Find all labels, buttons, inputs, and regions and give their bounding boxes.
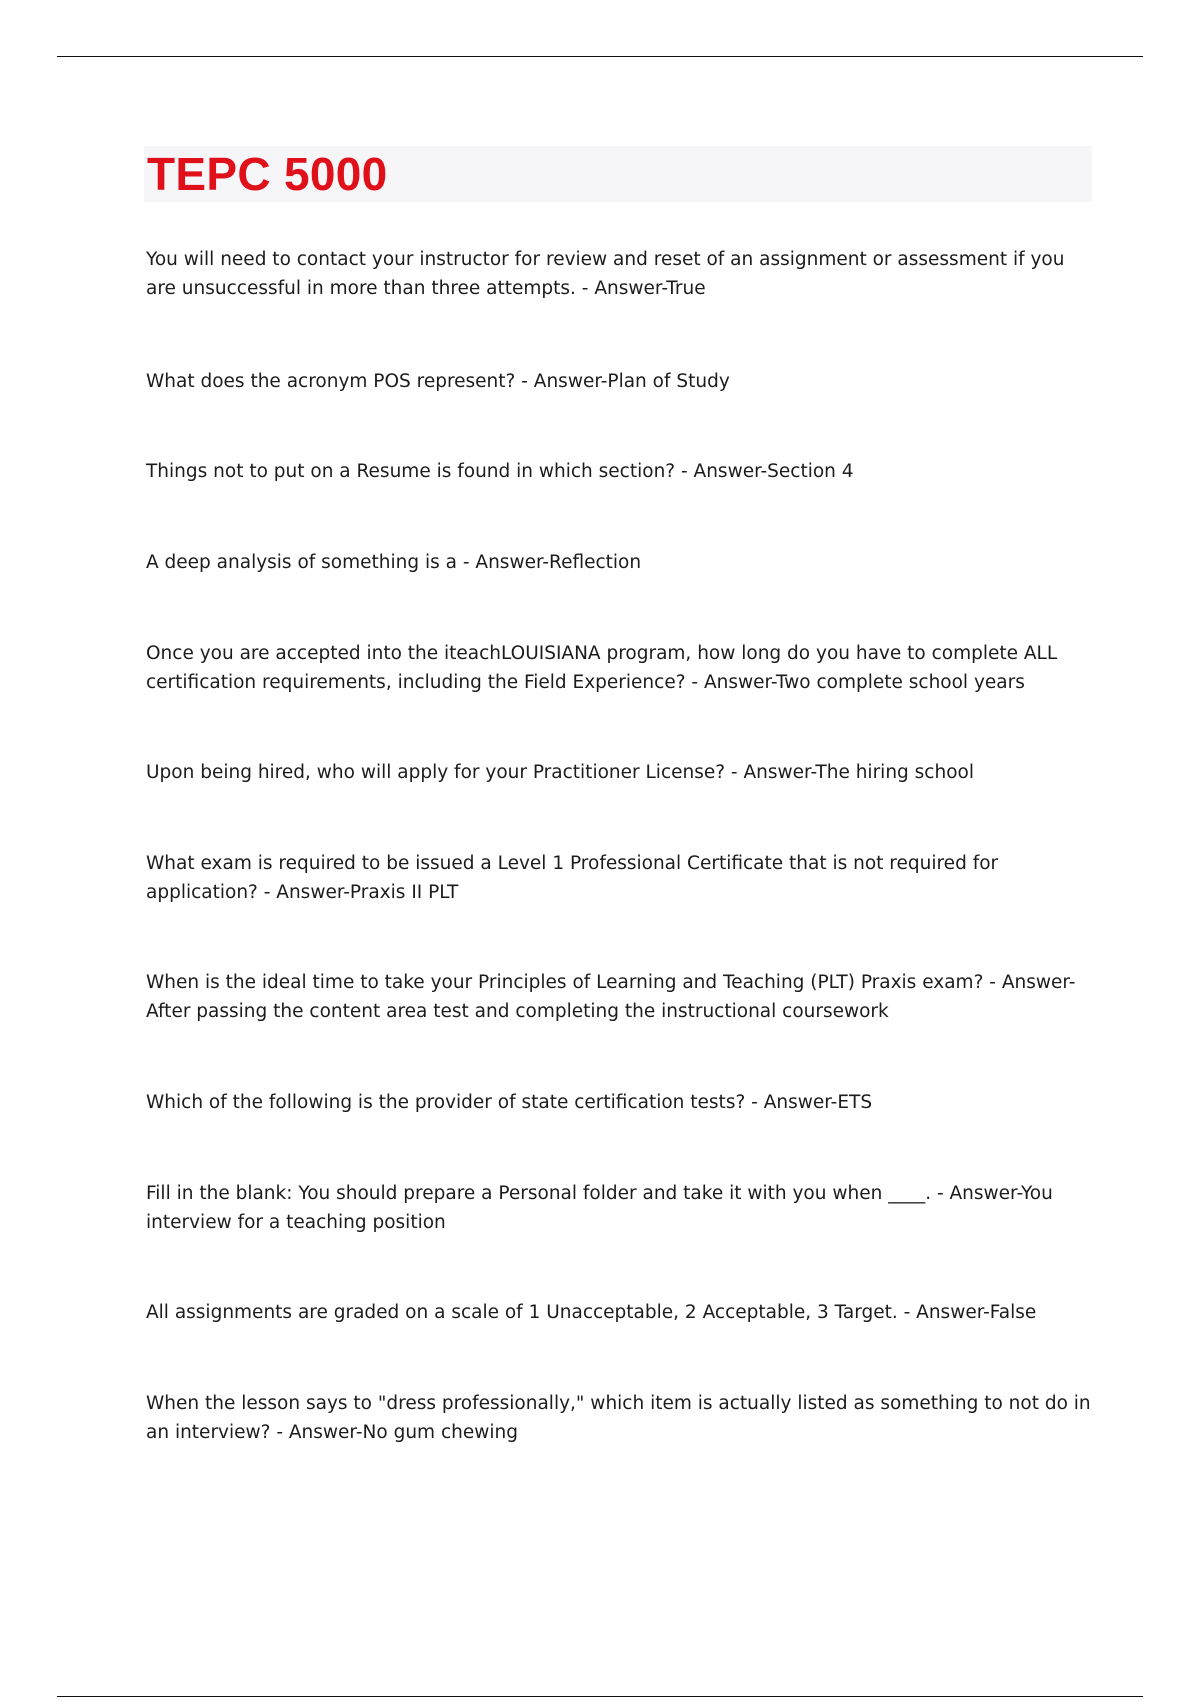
qa-item-7: What exam is required to be issued a Level 1 Professional Certificate that is not required for application? - Answer-Praxis II PLT xyxy=(146,853,999,903)
qa-item-6: Upon being hired, who will apply for your Practitioner License? - Answer-The hiring school xyxy=(146,762,974,783)
qa-item-2: What does the acronym POS represent? - Answer-Plan of Study xyxy=(146,371,730,392)
qa-item-3: Things not to put on a Resume is found in which section? - Answer-Section 4 xyxy=(146,461,854,482)
qa-item-4: A deep analysis of something is a - Answer-Reflection xyxy=(146,552,642,573)
qa-item-1: You will need to contact your instructor for review and reset of an assignment or assessment if you are unsuccessful in more than three attempts. - Answer-True xyxy=(146,249,1065,299)
qa-item-5: Once you are accepted into the iteachLOUISIANA program, how long do you have to complete ALL certification requirements, including the Field Experience? - Answer-Two complete school years xyxy=(146,643,1058,693)
qa-item-12: When the lesson says to "dress professionally," which item is actually listed as something to not do in an interview? - Answer-No gum chewing xyxy=(146,1393,1091,1443)
qa-item-9: Which of the following is the provider of state certification tests? - Answer-ETS xyxy=(146,1092,873,1113)
top-rule xyxy=(57,56,1143,57)
qa-item-11: All assignments are graded on a scale of 1 Unacceptable, 2 Acceptable, 3 Target. - Answer-False xyxy=(146,1302,1037,1323)
bottom-rule xyxy=(57,1696,1143,1697)
title-band xyxy=(144,146,1092,202)
qa-item-10: Fill in the blank: You should prepare a Personal folder and take it with you when ____. - Answer-You interview for a teaching position xyxy=(146,1183,1053,1233)
page-title: TEPC 5000 xyxy=(147,148,388,200)
qa-item-8: When is the ideal time to take your Principles of Learning and Teaching (PLT) Praxis exam? - Answer-After passing the content area test and completing the instructional coursework xyxy=(146,972,1076,1022)
